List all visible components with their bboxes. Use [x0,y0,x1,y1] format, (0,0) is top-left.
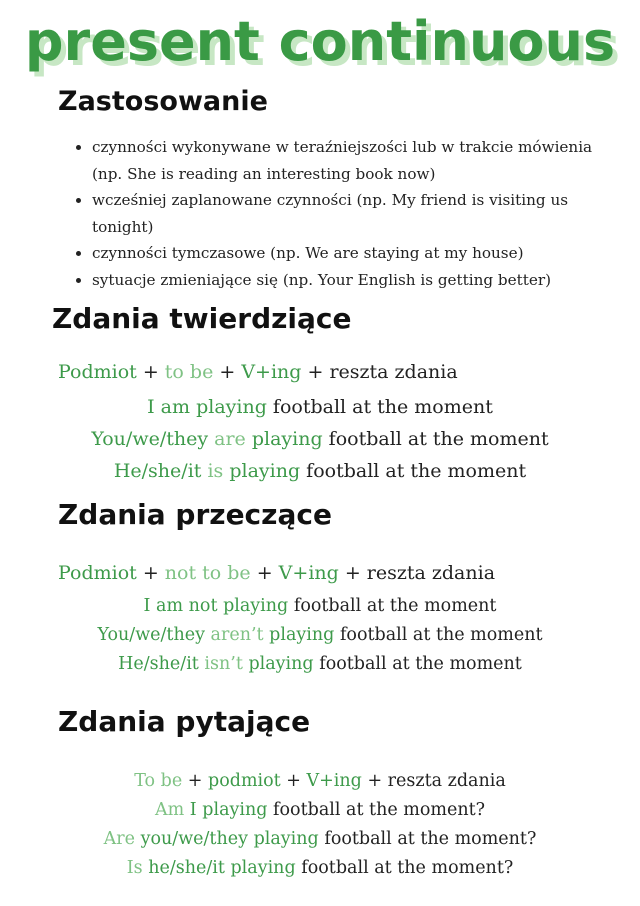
example-aux: is [207,460,224,482]
uses-list [68,134,617,293]
page-title: present continuous [24,10,616,73]
example-rest: football at the moment? [273,800,486,820]
example-sentence [0,396,640,418]
example-rest: football at the moment [339,625,543,645]
example-subject: I [143,596,151,616]
example-rest: football at the moment [319,654,522,674]
list-item: • wcześniej zaplanowane czynności (np. My friend is visiting us tonight) [92,187,617,240]
formula-subject: podmiot [208,771,281,791]
example-subject: You/we/they [97,625,205,645]
example-verb: playing [269,625,335,645]
example-aux: Is [126,858,143,878]
formula-verb: V+ing [306,771,362,791]
questions-heading: Zdania pytające [58,705,311,738]
formula-rest: reszta zdania [329,361,458,383]
example-rest: football at the moment [306,460,527,482]
affirmative-formula [58,361,458,383]
formula-plus: + [338,562,367,584]
formula-rest: reszta zdania [366,562,496,584]
example-verb: playing [251,428,323,450]
example-rest: football at the moment? [301,858,514,878]
example-sentence [0,460,640,482]
example-rest: football at the moment [328,428,549,450]
uses-heading: Zastosowanie [58,86,268,117]
example-verb: playing [196,396,267,418]
example-verb: playing [223,596,289,616]
negative-formula [58,562,495,584]
formula-plus: + [280,771,307,791]
example-subject: he/she/it [148,858,225,878]
formula-rest: reszta zdania [387,771,506,791]
example-aux: aren’t [210,625,264,645]
example-aux: Are [103,829,136,849]
example-verb: playing [248,654,314,674]
formula-verb: V+ing [278,562,339,584]
list-item: • czynności wykonywane w teraźniejszości lub w trakcie mówienia (np. She is reading an interesting book now) [92,134,617,187]
example-subject: He/she/it [118,654,199,674]
example-subject: you/we/they [140,829,248,849]
formula-plus: + [182,771,208,791]
formula-verb: V+ing [241,361,302,383]
formula-plus: + [213,361,242,383]
example-aux: are [214,428,246,450]
example-sentence [0,654,640,674]
example-rest: football at the moment [293,596,497,616]
formula-plus: + [301,361,330,383]
affirmative-heading: Zdania twierdziące [52,302,352,335]
example-subject: You/we/they [91,428,209,450]
formula-plus: + [136,361,165,383]
formula-aux: To be [134,771,183,791]
negative-heading: Zdania przeczące [58,498,332,531]
formula-plus: + [250,562,279,584]
example-subject: I [147,396,155,418]
example-sentence [0,829,640,849]
example-rest: football at the moment [272,396,493,418]
example-verb: playing [202,800,268,820]
example-aux: am [160,396,191,418]
example-subject: I [189,800,197,820]
formula-subject: Podmiot [58,562,137,584]
example-aux: isn’t [204,654,243,674]
list-item: • czynności tymczasowe (np. We are staying at my house) [92,240,617,267]
example-rest: football at the moment? [324,829,537,849]
formula-plus: + [361,771,388,791]
example-sentence [0,596,640,616]
example-aux: am not [156,596,218,616]
formula-aux: to be [164,361,214,383]
example-sentence [0,428,640,450]
example-verb: playing [230,858,296,878]
example-sentence [0,625,640,645]
formula-subject: Podmiot [58,361,137,383]
formula-aux: not to be [164,562,251,584]
example-sentence [0,858,640,878]
formula-plus: + [136,562,165,584]
example-sentence [0,800,640,820]
example-aux: Am [154,800,185,820]
questions-formula [0,771,640,791]
list-item: • sytuacje zmieniające się (np. Your English is getting better) [92,267,617,294]
example-verb: playing [253,829,319,849]
example-subject: He/she/it [113,460,202,482]
example-verb: playing [229,460,301,482]
